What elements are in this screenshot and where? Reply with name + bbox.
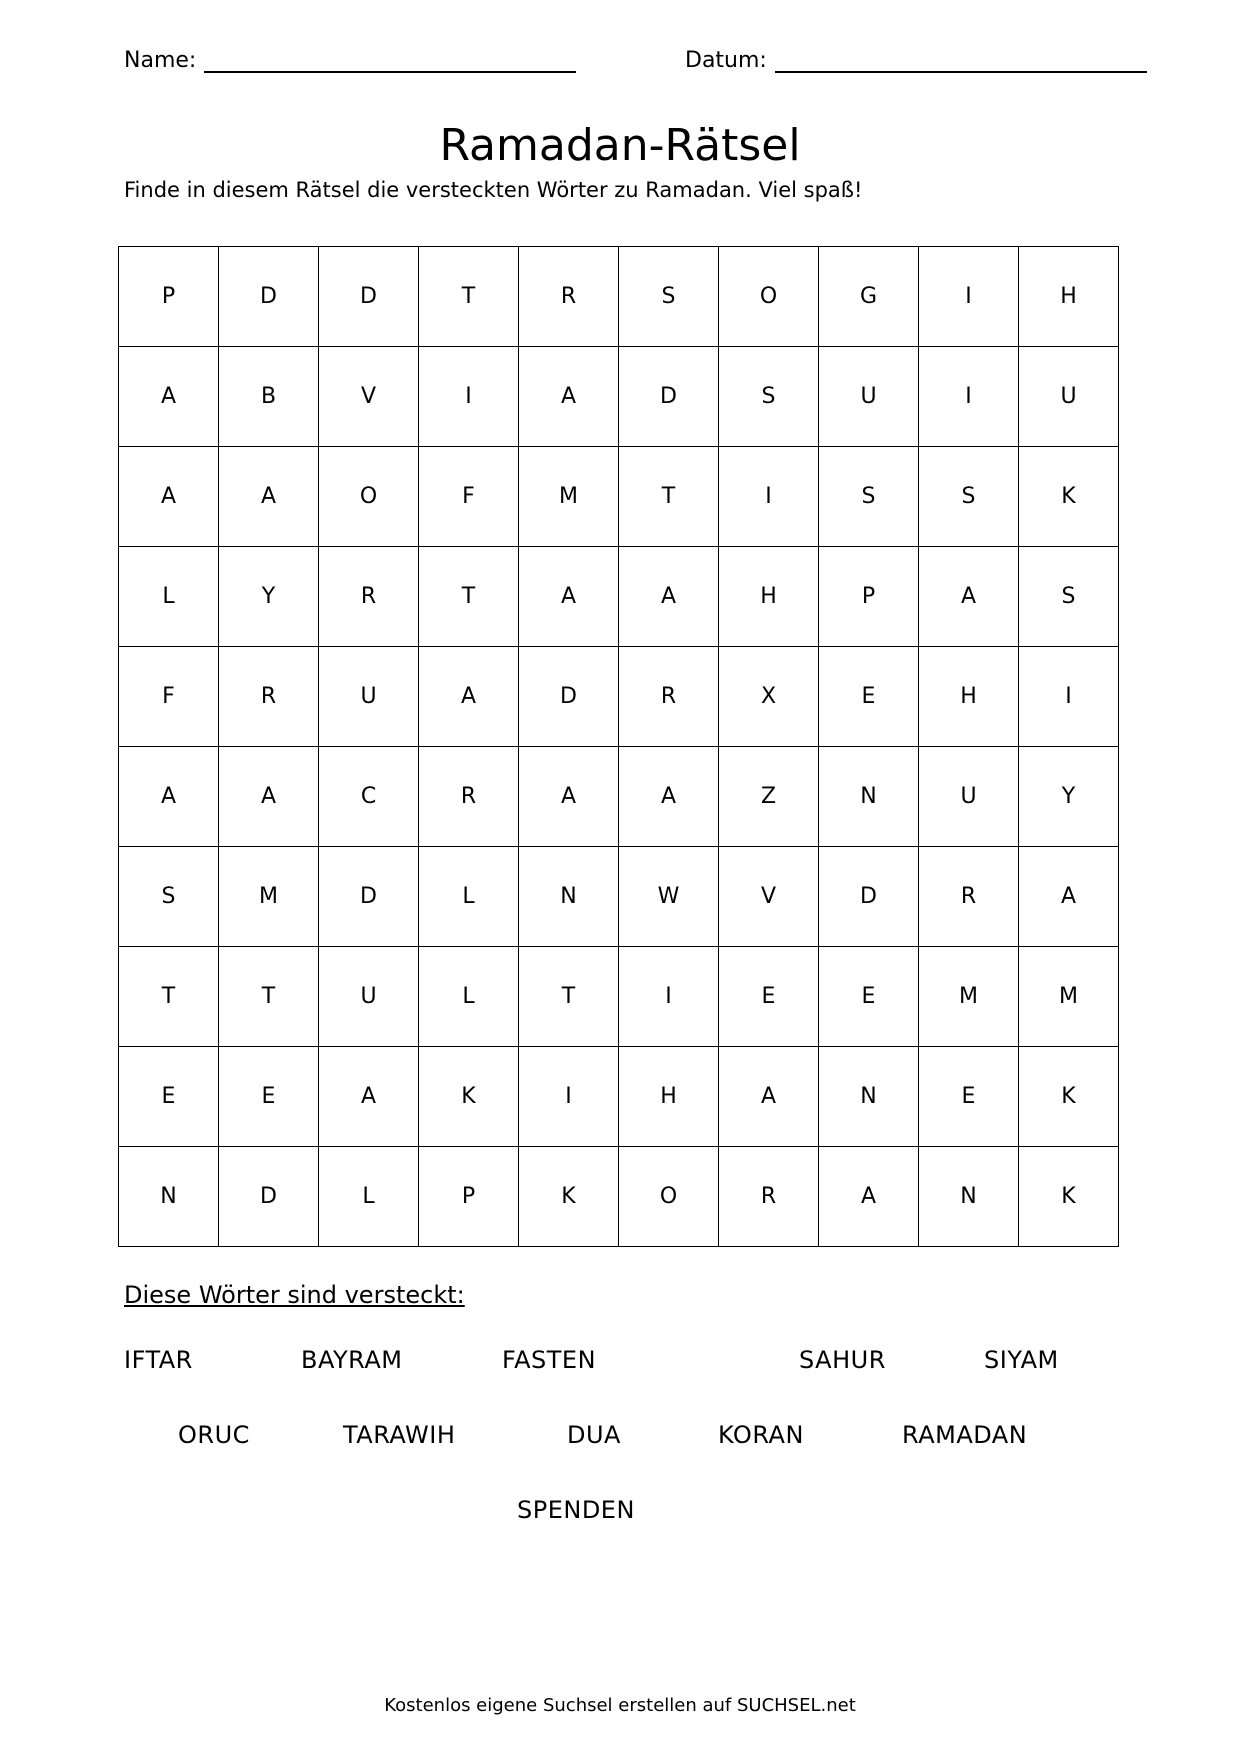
grid-cell: T [619,447,719,547]
grid-cell: A [619,547,719,647]
grid-cell: O [319,447,419,547]
grid-cell: X [719,647,819,747]
grid-cell: L [319,1147,419,1247]
grid-cell: D [319,247,419,347]
grid-cell: O [619,1147,719,1247]
grid-cell: S [819,447,919,547]
page-title: Ramadan-Rätsel [439,120,801,171]
grid-cell: A [319,1047,419,1147]
grid-cell: A [819,1147,919,1247]
name-line[interactable] [204,49,576,73]
grid-cell: D [519,647,619,747]
grid-cell: B [219,347,319,447]
grid-cell: D [219,1147,319,1247]
grid-cell: R [719,1147,819,1247]
grid-cell: S [119,847,219,947]
grid-cell: H [1019,247,1119,347]
grid-cell: R [919,847,1019,947]
grid-cell: M [919,947,1019,1047]
grid-cell: I [519,1047,619,1147]
word-item: DUA [567,1421,621,1449]
grid-cell: K [419,1047,519,1147]
word-item: FASTEN [502,1346,597,1374]
grid-cell: F [419,447,519,547]
grid-cell: D [619,347,719,447]
grid-cell: K [1019,1147,1119,1247]
grid-cell: M [519,447,619,547]
date-line[interactable] [775,49,1147,73]
grid-cell: R [619,647,719,747]
grid-cell: K [519,1147,619,1247]
word-search-grid [118,246,1119,1247]
grid-cell: M [1019,947,1119,1047]
grid-cell: V [319,347,419,447]
word-item: SPENDEN [517,1496,635,1524]
word-item: SIYAM [984,1346,1059,1374]
grid-cell: S [619,247,719,347]
grid-cell: T [519,947,619,1047]
grid-cell: D [319,847,419,947]
grid-cell: N [819,1047,919,1147]
grid-cell: R [319,547,419,647]
grid-cell: A [119,747,219,847]
grid-cell: N [119,1147,219,1247]
footer-text: Kostenlos eigene Suchsel erstellen auf SUCHSEL.net [384,1695,856,1716]
grid-cell: I [1019,647,1119,747]
word-item: SAHUR [799,1346,886,1374]
grid-cell: A [419,647,519,747]
grid-cell: R [219,647,319,747]
grid-cell: E [719,947,819,1047]
grid-cell: T [219,947,319,1047]
grid-cell: A [119,447,219,547]
name-field[interactable] [124,48,576,73]
grid-cell: A [219,747,319,847]
grid-cell: E [919,1047,1019,1147]
grid-cell: E [819,647,919,747]
grid-cell: E [119,1047,219,1147]
grid-cell: H [619,1047,719,1147]
grid-cell: I [919,247,1019,347]
grid-cell: U [319,647,419,747]
grid-cell: N [519,847,619,947]
grid-cell: K [1019,1047,1119,1147]
grid-cell: N [919,1147,1019,1247]
grid-cell: A [619,747,719,847]
grid-cell: Z [719,747,819,847]
grid-cell: S [1019,547,1119,647]
grid-cell: E [219,1047,319,1147]
grid-cell: H [719,547,819,647]
grid-cell: A [719,1047,819,1147]
grid-cell: A [1019,847,1119,947]
grid-cell: H [919,647,1019,747]
grid-cell: R [519,247,619,347]
grid-cell: U [819,347,919,447]
grid-cell: W [619,847,719,947]
grid-cell: A [919,547,1019,647]
grid-cell: V [719,847,819,947]
word-item: KORAN [718,1421,804,1449]
date-field[interactable] [685,48,1147,73]
grid-cell: T [419,547,519,647]
grid-cell: I [619,947,719,1047]
name-label: Name: [124,48,197,73]
grid-cell: G [819,247,919,347]
grid-cell: A [519,347,619,447]
grid-cell: L [419,847,519,947]
grid-cell: R [419,747,519,847]
word-item: ORUC [178,1421,250,1449]
word-item: RAMADAN [902,1421,1028,1449]
grid-cell: A [519,747,619,847]
grid-cell: Y [219,547,319,647]
grid-cell: C [319,747,419,847]
grid-cell: I [419,347,519,447]
grid-cell: T [119,947,219,1047]
grid-cell: U [1019,347,1119,447]
grid-cell: N [819,747,919,847]
grid-cell: A [519,547,619,647]
grid-cell: M [219,847,319,947]
word-item: BAYRAM [301,1346,403,1374]
grid-cell: D [219,247,319,347]
grid-cell: U [319,947,419,1047]
grid-cell: P [419,1147,519,1247]
date-label: Datum: [685,48,767,73]
grid-cell: L [119,547,219,647]
grid-cell: S [919,447,1019,547]
grid-cell: Y [1019,747,1119,847]
grid-cell: T [419,247,519,347]
grid-cell: I [919,347,1019,447]
grid-cell: K [1019,447,1119,547]
grid-cell: P [119,247,219,347]
grid-cell: O [719,247,819,347]
grid-cell: L [419,947,519,1047]
grid-cell: S [719,347,819,447]
instructions: Finde in diesem Rätsel die versteckten Wörter zu Ramadan. Viel spaß! [124,178,863,202]
grid-cell: U [919,747,1019,847]
grid-cell: E [819,947,919,1047]
grid-cell: A [219,447,319,547]
grid-cell: I [719,447,819,547]
grid-cell: D [819,847,919,947]
word-item: IFTAR [124,1346,193,1374]
grid-cell: F [119,647,219,747]
words-heading: Diese Wörter sind versteckt: [124,1281,465,1309]
grid-cell: A [119,347,219,447]
grid-cell: P [819,547,919,647]
word-item: TARAWIH [343,1421,456,1449]
